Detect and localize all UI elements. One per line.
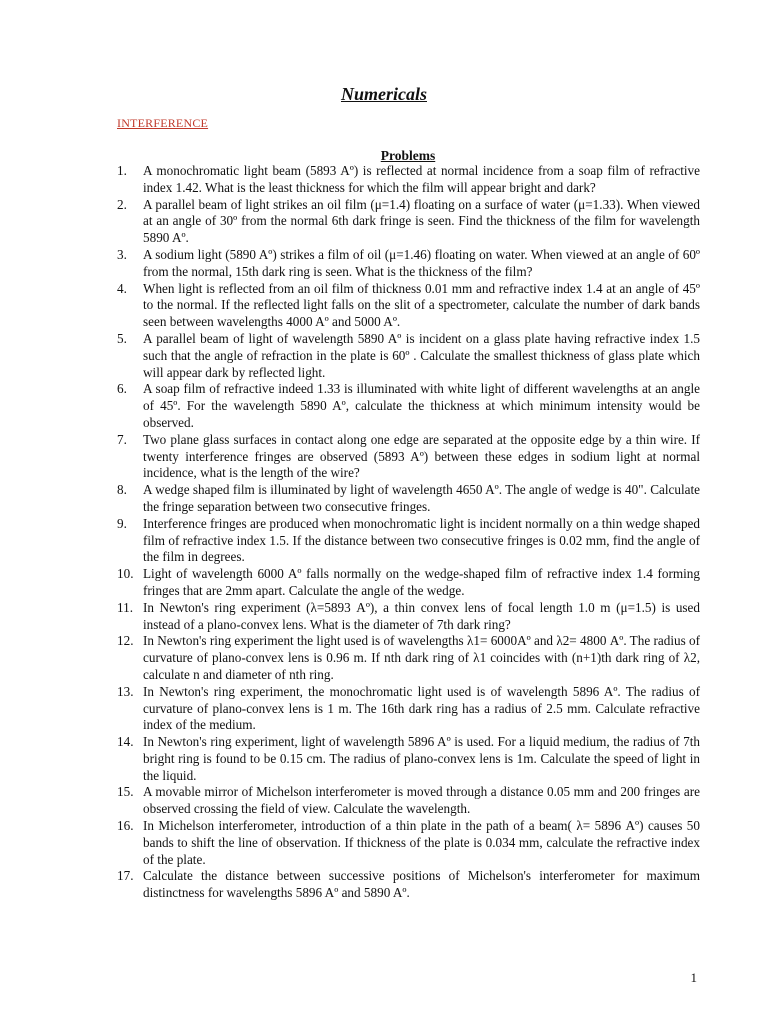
problem-text: In Newton's ring experiment the light used is of wavelengths λ1= 6000Aº and λ2= 4800 Aº. The radius of curvature of plano-convex lens is 0.96 m. If nth dark ring of λ1 coincides with (n+1)th dark ring of λ2, calculate n and diameter of nth ring.	[143, 633, 700, 682]
problem-text: Two plane glass surfaces in contact along one edge are separated at the opposite edge by a thin wire. If twenty interference fringes are observed (5893 Aº) between these edges in sodium light at normal incidence, what is the length of the wire?	[143, 431, 700, 481]
problem-text: A soap film of refractive indeed 1.33 is illuminated with white light of different wavelengths at an angle of 45º. For the wavelength 5890 Aº, calculate the thickness at which minimum intensity would be observed.	[143, 381, 700, 430]
problem-text: In Newton's ring experiment (λ=5893 Aº), a thin convex lens of focal length 1.0 m (μ=1.5) is used instead of a plano-convex lens. What is the diameter of 7th dark ring?	[143, 599, 700, 632]
list-item	[117, 566, 700, 600]
problem-number: 6.	[117, 381, 127, 397]
list-item	[117, 734, 700, 784]
problem-text: Light of wavelength 6000 Aº falls normally on the wedge-shaped film of refractive index 1.4 forming fringes that are 2mm apart. Calculate the angle of the wedge.	[143, 566, 700, 598]
problem-number: 2.	[117, 196, 127, 212]
problem-number: 3.	[117, 246, 127, 262]
problem-number: 8.	[117, 482, 127, 498]
problem-number: 17.	[117, 868, 134, 884]
problem-number: 11.	[117, 599, 133, 615]
list-item	[117, 784, 700, 818]
problem-number: 13.	[117, 683, 134, 699]
list-item	[117, 331, 700, 381]
problem-text: A sodium light (5890 Aº) strikes a film of oil (μ=1.46) floating on water. When viewed at an angle of 60º from the normal, 15th dark ring is seen. What is the thickness of the film?	[143, 246, 700, 279]
problem-text: A movable mirror of Michelson interferometer is moved through a distance 0.05 mm and 200 fringes are observed crossing the field of view. Calculate the wavelength.	[143, 784, 700, 817]
problem-text: Interference fringes are produced when monochromatic light is incident normally on a thin wedge shaped film of refractive index 1.5. If the distance between two consecutive fringes is 0.02 mm, find the angle of the film in degrees.	[143, 515, 700, 565]
problem-text: A monochromatic light beam (5893 Aº) is reflected at normal incidence from a soap film of refractive index 1.42. What is the least thickness for which the film will appear bright and dark?	[143, 163, 700, 195]
problem-number: 15.	[117, 784, 134, 800]
list-item	[117, 197, 700, 247]
list-item	[117, 432, 700, 482]
list-item	[117, 163, 700, 197]
problem-text: A parallel beam of light of wavelength 5890 Aº is incident on a glass plate having refractive index 1.5 such that the angle of refraction in the plate is 60º . Calculate the smallest thickness of glass plate which will appear dark by reflected light.	[143, 330, 700, 380]
problem-text: In Newton's ring experiment, light of wavelength 5896 Aº is used. For a liquid medium, the radius of 7th bright ring is found to be 0.15 cm. The radius of plano-convex lens is 1m. Calculate the speed of light in the liquid.	[143, 734, 700, 783]
problem-number: 9.	[117, 515, 127, 531]
list-item	[117, 482, 700, 516]
problem-number: 4.	[117, 280, 127, 296]
problem-number: 5.	[117, 330, 127, 346]
page-title: Numericals	[340, 84, 427, 104]
list-item	[117, 633, 700, 683]
problem-text: When light is reflected from an oil film of thickness 0.01 mm and refractive index 1.4 at an angle of 45º to the normal. If the reflected light falls on the slit of a spectrometer, calculate the number of dark bands seen between wavelengths 4000 Aº and 5000 Aº.	[143, 280, 700, 330]
problem-number: 14.	[117, 734, 134, 750]
list-item	[117, 600, 700, 634]
subheading: Problems	[380, 148, 436, 163]
list-item	[117, 516, 700, 566]
problem-text: A parallel beam of light strikes an oil film (μ=1.4) floating on a surface of water (μ=1.33). When viewed at an angle of 30º from the normal 6th dark fringe is seen. Find the thickness of the film for wavelength 5890 Aº.	[143, 196, 700, 246]
list-item	[117, 818, 700, 868]
list-item	[117, 381, 700, 431]
problem-text: Calculate the distance between successive positions of Michelson's interferometer for maximum distinctness for wavelengths 5896 Aº and 5890 Aº.	[143, 868, 700, 901]
list-item	[117, 281, 700, 331]
page-number: 1	[690, 970, 697, 985]
list-item	[117, 247, 700, 281]
problem-number: 16.	[117, 818, 134, 834]
problem-number: 1.	[117, 163, 127, 178]
problem-text: A wedge shaped film is illuminated by light of wavelength 4650 Aº. The angle of wedge is 40". Calculate the fringe separation between two consecutive fringes.	[143, 482, 700, 514]
problem-number: 12.	[117, 633, 134, 649]
problem-text: In Michelson interferometer, introduction of a thin plate in the path of a beam( λ= 5896 Aº) causes 50 bands to shift the line of observation. If thickness of the plate is 0.034 mm, calculate the refractive index of the plate.	[143, 818, 700, 867]
problem-list	[117, 163, 700, 902]
list-item	[117, 868, 700, 902]
problem-number: 10.	[117, 566, 134, 582]
list-item	[117, 684, 700, 734]
section-heading: INTERFERENCE	[117, 116, 209, 130]
problem-text: In Newton's ring experiment, the monochromatic light used is of wavelength 5896 Aº. The radius of curvature of plano-convex lens is 1 m. The 16th dark ring has a radius of 2.5 mm. Calculate refractive index of the medium.	[143, 683, 700, 733]
problem-number: 7.	[117, 431, 127, 447]
